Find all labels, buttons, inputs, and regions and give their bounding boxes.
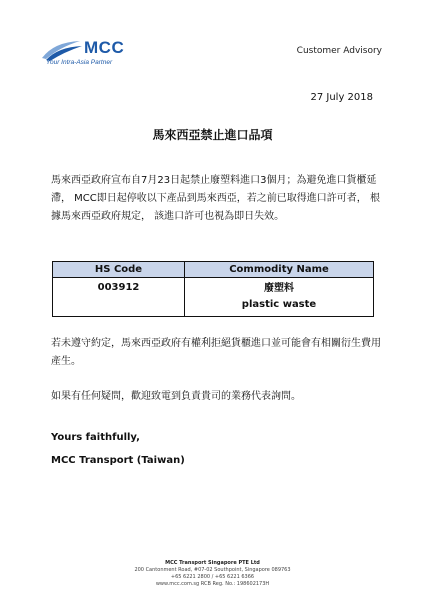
warning-paragraph: 若未遵守約定，馬來西亞政府有權利拒絕貨櫃進口並可能會有相關衍生費用產生。 [51,338,381,367]
logo-tagline: Your Intra-Asia Partner [46,59,113,66]
commodity-name-cell [185,278,374,317]
document-type: Customer Advisory [296,46,382,56]
mcc-logo [40,38,150,72]
document-date: 27 July 2018 [310,92,373,103]
footer-phone: +65 6221 2800 / +65 6221 6366 [170,574,255,580]
commodity-table [52,261,374,317]
sender-name: MCC Transport (Taiwan) [51,455,185,466]
page-title: 馬來西亞禁止進口品項 [152,128,273,142]
column-header-commodity-name: Commodity Name [185,262,374,278]
hs-code-cell: 003912 [53,278,185,317]
commodity-name-en: plastic waste [241,299,317,310]
table-row [53,278,374,317]
contact-paragraph: 如果有任何疑問，歡迎致電到負責貴司的業務代表詢問。 [51,391,301,402]
intro-paragraph: 馬來西亞政府宣布自7月23日起禁止廢塑料進口3個月；為避免進口貨櫃延滯， MCC即日起停收以下產品到馬來西亞，若之前已取得進口許可者， 根據馬來西亞政府規定， 該進口許可也視為即日失效。 [51,175,380,222]
commodity-name-zh: 廢塑料 [264,283,294,294]
footer-web: www.mcc.com.sg RCB Reg. No.: 198602173H [155,581,270,587]
footer-address: 200 Cantonment Road, #07-02 Southpoint, Singapore 089763 [134,567,291,573]
table-header-row [53,262,374,278]
logo-text: MCC [84,38,125,57]
column-header-hs-code: HS Code [53,262,185,278]
page-footer [0,560,425,588]
closing-salutation: Yours faithfully, [51,432,140,443]
footer-company: MCC Transport Singapore PTE Ltd [165,560,260,566]
